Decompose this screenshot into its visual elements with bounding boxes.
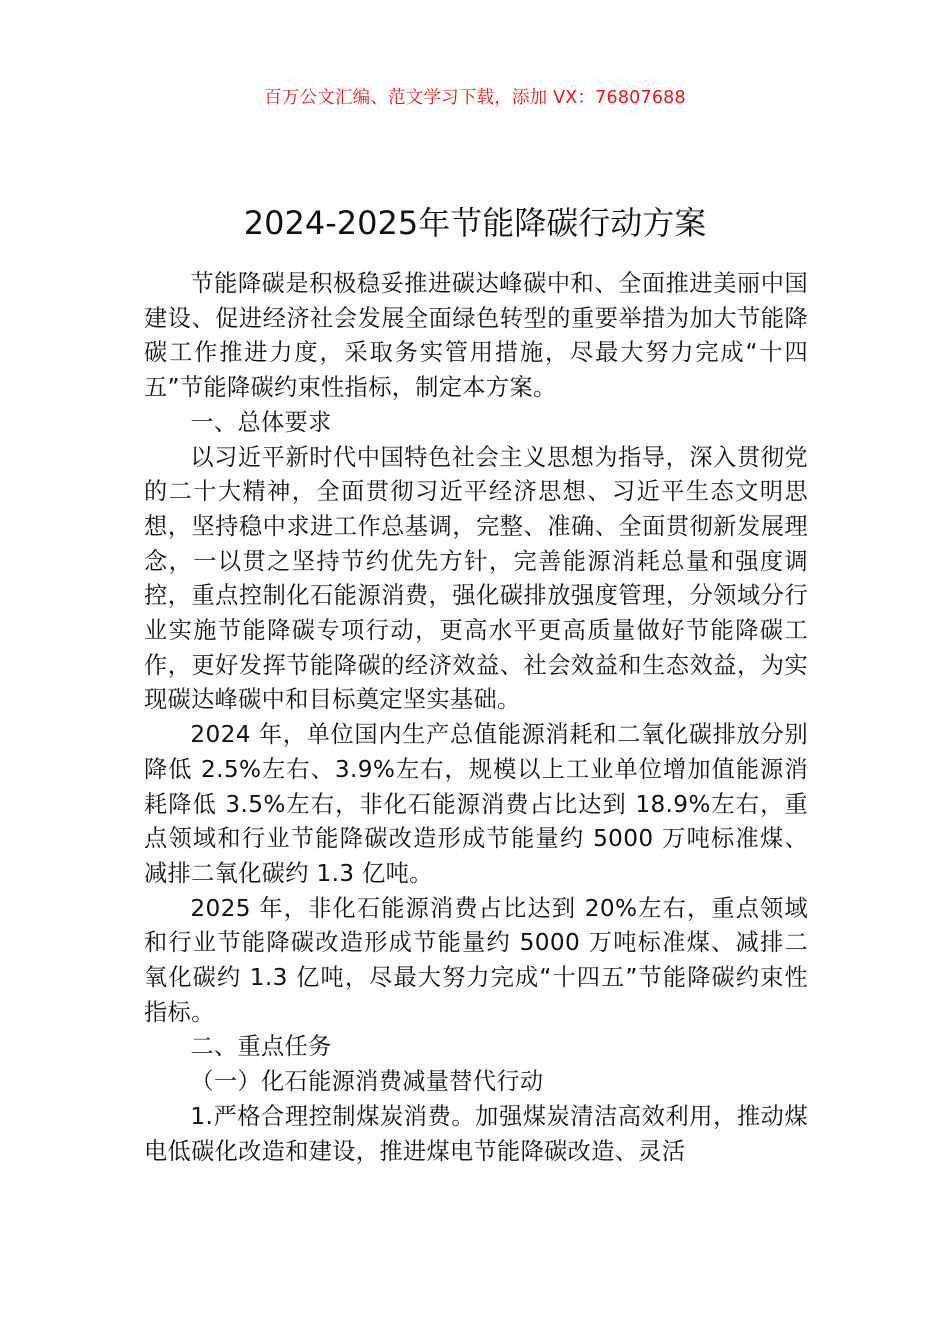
document-title: 2024-2025年节能降碳行动方案 — [243, 204, 707, 243]
intro-paragraph: 节能降碳是积极稳妥推进碳达峰碳中和、全面推进美丽中国建设、促进经济社会发展全面绿色转型的重要举措为加大节能降碳工作推进力度，采取务实管用措施，尽最大努力完成“十四五”节能降碳约束性指标，制定本方案。 — [144, 270, 808, 402]
document-body — [144, 267, 808, 1169]
targets-2025-paragraph: 2025 年，非化石能源消费占比达到 20%左右，重点领域和行业节能降碳改造形成节能量约 5000 万吨标准煤、减排二氧化碳约 1.3 亿吨，尽最大努力完成“十四五”节能降碳约束性指标。 — [144, 894, 808, 1026]
section-heading-general-requirements: 一、总体要求 — [190, 408, 332, 436]
promo-header: 百万公文汇编、范文学习下载，添加 VX：76807688 — [264, 88, 686, 108]
targets-2024-paragraph: 2024 年，单位国内生产总值能源消耗和二氧化碳排放分别降低 2.5%左右、3.9%左右，规模以上工业单位增加值能源消耗降低 3.5%左右，非化石能源消费占比达到 18.9%左右，重点领域和行业节能降碳改造形成节能量约 5000 万吨标准煤、减排二氧化碳约 1.3 亿吨。 — [144, 721, 808, 887]
coal-control-paragraph: 1.严格合理控制煤炭消费。加强煤炭清洁高效利用，推动煤电低碳化改造和建设，推进煤电节能降碳改造、灵活 — [144, 1102, 808, 1165]
section-heading-key-tasks: 二、重点任务 — [190, 1033, 332, 1061]
subsection-heading-fossil-energy: （一）化石能源消费减量替代行动 — [190, 1068, 544, 1096]
guiding-principles-paragraph: 以习近平新时代中国特色社会主义思想为指导，深入贯彻党的二十大精神，全面贯彻习近平经济思想、习近平生态文明思想，坚持稳中求进工作总基调，完整、准确、全面贯彻新发展理念，一以贯之坚持节约优先方针，完善能源消耗总量和强度调控，重点控制化石能源消费，强化碳排放强度管理，分领域分行业实施节能降碳专项行动，更高水平更高质量做好节能降碳工作，更好发挥节能降碳的经济效益、社会效益和生态效益，为实现碳达峰碳中和目标奠定坚实基础。 — [144, 443, 808, 714]
